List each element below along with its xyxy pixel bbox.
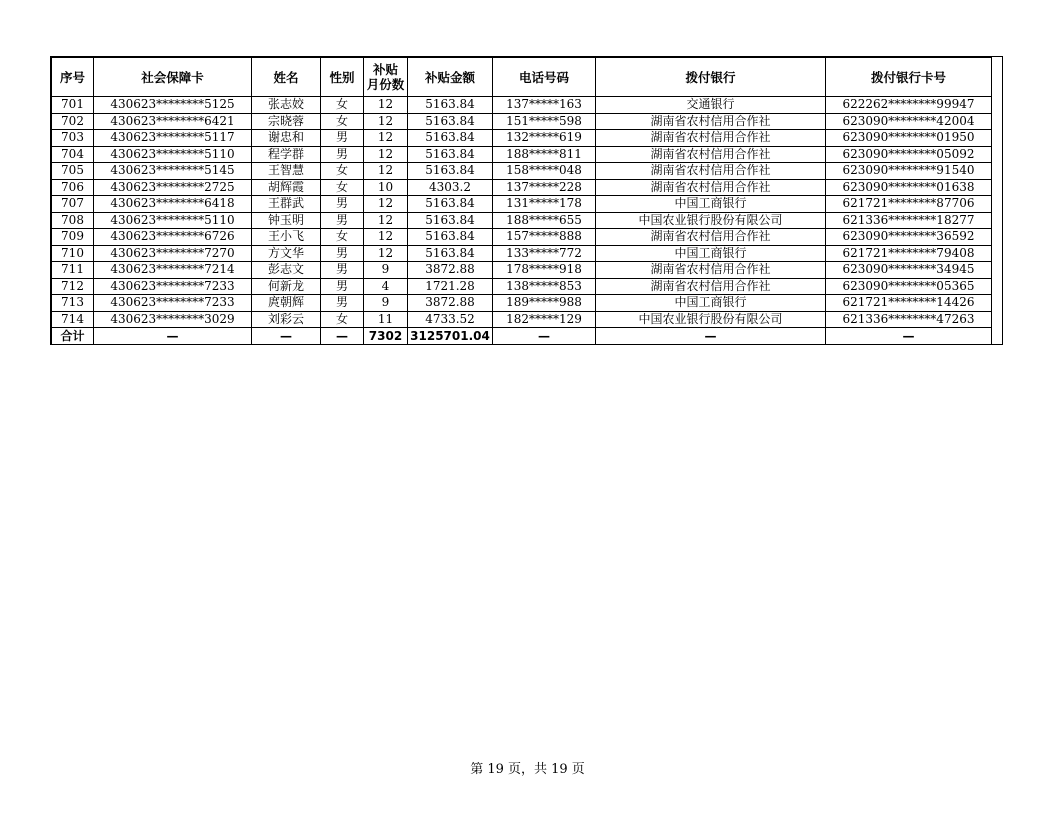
cell-amount: 5163.84: [408, 97, 493, 114]
cell-name: 王智慧: [252, 163, 321, 180]
cell-amount: 1721.28: [408, 278, 493, 295]
header-months-line2: 月份数: [366, 77, 405, 92]
header-months-line1: 补贴: [372, 62, 398, 77]
total-gender: —: [321, 328, 364, 345]
cell-seq: 704: [52, 146, 94, 163]
cell-name: 庹朝辉: [252, 295, 321, 312]
cell-bank: 湖南省农村信用合作社: [596, 262, 826, 279]
cell-name: 彭志文: [252, 262, 321, 279]
cell-bank-card: 623090********05365: [826, 278, 992, 295]
cell-seq: 701: [52, 97, 94, 114]
table-row: [52, 295, 992, 312]
cell-bank: 湖南省农村信用合作社: [596, 113, 826, 130]
cell-social-security-card: 430623********5117: [94, 130, 252, 147]
table-row: [52, 278, 992, 295]
table-row: [52, 130, 992, 147]
cell-amount: 3872.88: [408, 295, 493, 312]
cell-amount: 5163.84: [408, 146, 493, 163]
cell-amount: 5163.84: [408, 163, 493, 180]
cell-name: 何新龙: [252, 278, 321, 295]
cell-months: 10: [364, 179, 408, 196]
cell-bank: 中国工商银行: [596, 245, 826, 262]
cell-social-security-card: 430623********7233: [94, 278, 252, 295]
cell-months: 12: [364, 130, 408, 147]
cell-seq: 709: [52, 229, 94, 246]
cell-social-security-card: 430623********7270: [94, 245, 252, 262]
header-bank-card: 拨付银行卡号: [826, 58, 992, 97]
cell-months: 12: [364, 212, 408, 229]
cell-bank: 湖南省农村信用合作社: [596, 163, 826, 180]
cell-gender: 女: [321, 97, 364, 114]
total-card: —: [94, 328, 252, 345]
cell-months: 4: [364, 278, 408, 295]
cell-gender: 女: [321, 229, 364, 246]
cell-name: 程学群: [252, 146, 321, 163]
cell-name: 王小飞: [252, 229, 321, 246]
cell-phone: 189*****988: [493, 295, 596, 312]
cell-seq: 705: [52, 163, 94, 180]
total-months: 7302: [364, 328, 408, 345]
cell-months: 9: [364, 295, 408, 312]
total-phone: —: [493, 328, 596, 345]
cell-gender: 女: [321, 163, 364, 180]
cell-social-security-card: 430623********6726: [94, 229, 252, 246]
table-row: [52, 229, 992, 246]
cell-social-security-card: 430623********5145: [94, 163, 252, 180]
cell-amount: 5163.84: [408, 130, 493, 147]
cell-bank-card: 623090********42004: [826, 113, 992, 130]
cell-name: 张志姣: [252, 97, 321, 114]
cell-bank-card: 621721********14426: [826, 295, 992, 312]
cell-months: 12: [364, 245, 408, 262]
cell-amount: 5163.84: [408, 245, 493, 262]
cell-months: 12: [364, 97, 408, 114]
cell-phone: 137*****163: [493, 97, 596, 114]
cell-phone: 132*****619: [493, 130, 596, 147]
total-row: [52, 328, 992, 345]
cell-bank: 中国工商银行: [596, 295, 826, 312]
cell-name: 宗晓蓉: [252, 113, 321, 130]
cell-name: 王群武: [252, 196, 321, 213]
table-row: [52, 245, 992, 262]
header-amount: 补贴金额: [408, 58, 493, 97]
cell-bank: 湖南省农村信用合作社: [596, 130, 826, 147]
cell-gender: 男: [321, 212, 364, 229]
cell-bank-card: 623090********01638: [826, 179, 992, 196]
cell-bank: 中国农业银行股份有限公司: [596, 311, 826, 328]
cell-months: 9: [364, 262, 408, 279]
cell-seq: 712: [52, 278, 94, 295]
cell-social-security-card: 430623********6421: [94, 113, 252, 130]
cell-social-security-card: 430623********7233: [94, 295, 252, 312]
header-gender: 性别: [321, 58, 364, 97]
cell-name: 刘彩云: [252, 311, 321, 328]
cell-name: 胡辉霞: [252, 179, 321, 196]
cell-gender: 男: [321, 146, 364, 163]
cell-seq: 710: [52, 245, 94, 262]
table-row: [52, 113, 992, 130]
cell-gender: 男: [321, 295, 364, 312]
header-name: 姓名: [252, 58, 321, 97]
cell-gender: 男: [321, 262, 364, 279]
page-number: 第 19 页，共 19 页: [470, 762, 585, 777]
cell-seq: 707: [52, 196, 94, 213]
cell-amount: 4303.2: [408, 179, 493, 196]
cell-social-security-card: 430623********3029: [94, 311, 252, 328]
cell-bank-card: 621336********47263: [826, 311, 992, 328]
cell-seq: 703: [52, 130, 94, 147]
cell-bank-card: 623090********91540: [826, 163, 992, 180]
cell-bank: 中国工商银行: [596, 196, 826, 213]
cell-phone: 138*****853: [493, 278, 596, 295]
cell-months: 12: [364, 229, 408, 246]
cell-phone: 131*****178: [493, 196, 596, 213]
total-name: —: [252, 328, 321, 345]
cell-phone: 188*****811: [493, 146, 596, 163]
cell-phone: 188*****655: [493, 212, 596, 229]
cell-phone: 151*****598: [493, 113, 596, 130]
cell-amount: 5163.84: [408, 229, 493, 246]
cell-bank-card: 621336********18277: [826, 212, 992, 229]
table-row: [52, 146, 992, 163]
cell-name: 钟玉明: [252, 212, 321, 229]
cell-amount: 3872.88: [408, 262, 493, 279]
table-body: [52, 97, 992, 328]
cell-name: 谢忠和: [252, 130, 321, 147]
cell-amount: 4733.52: [408, 311, 493, 328]
cell-seq: 714: [52, 311, 94, 328]
table-row: [52, 179, 992, 196]
header-seq: 序号: [52, 58, 94, 97]
cell-bank: 湖南省农村信用合作社: [596, 229, 826, 246]
cell-gender: 男: [321, 245, 364, 262]
cell-bank-card: 621721********79408: [826, 245, 992, 262]
total-bank: —: [596, 328, 826, 345]
table-row: [52, 311, 992, 328]
cell-bank-card: 623090********01950: [826, 130, 992, 147]
cell-bank: 交通银行: [596, 97, 826, 114]
cell-seq: 708: [52, 212, 94, 229]
cell-months: 12: [364, 163, 408, 180]
cell-social-security-card: 430623********5110: [94, 146, 252, 163]
cell-social-security-card: 430623********2725: [94, 179, 252, 196]
cell-social-security-card: 430623********6418: [94, 196, 252, 213]
cell-gender: 男: [321, 278, 364, 295]
cell-gender: 男: [321, 130, 364, 147]
total-amount: 3125701.04: [408, 328, 493, 345]
page-footer: [0, 758, 1055, 777]
cell-amount: 5163.84: [408, 196, 493, 213]
cell-bank: 中国农业银行股份有限公司: [596, 212, 826, 229]
cell-seq: 706: [52, 179, 94, 196]
cell-months: 11: [364, 311, 408, 328]
cell-gender: 女: [321, 311, 364, 328]
cell-amount: 5163.84: [408, 212, 493, 229]
cell-bank: 湖南省农村信用合作社: [596, 278, 826, 295]
table-header-row: [52, 58, 992, 97]
cell-bank-card: 623090********34945: [826, 262, 992, 279]
table-row: [52, 97, 992, 114]
header-social-security-card: 社会保障卡: [94, 58, 252, 97]
cell-social-security-card: 430623********7214: [94, 262, 252, 279]
header-phone: 电话号码: [493, 58, 596, 97]
subsidy-table: [51, 57, 992, 345]
cell-months: 12: [364, 196, 408, 213]
table-row: [52, 196, 992, 213]
cell-phone: 182*****129: [493, 311, 596, 328]
cell-seq: 711: [52, 262, 94, 279]
cell-bank: 湖南省农村信用合作社: [596, 179, 826, 196]
cell-bank-card: 623090********05092: [826, 146, 992, 163]
cell-phone: 158*****048: [493, 163, 596, 180]
cell-seq: 702: [52, 113, 94, 130]
cell-seq: 713: [52, 295, 94, 312]
total-bank-card: —: [826, 328, 992, 345]
cell-bank-card: 623090********36592: [826, 229, 992, 246]
cell-phone: 133*****772: [493, 245, 596, 262]
cell-name: 方文华: [252, 245, 321, 262]
cell-social-security-card: 430623********5125: [94, 97, 252, 114]
cell-phone: 157*****888: [493, 229, 596, 246]
table-row: [52, 163, 992, 180]
cell-social-security-card: 430623********5110: [94, 212, 252, 229]
header-bank: 拨付银行: [596, 58, 826, 97]
cell-phone: 178*****918: [493, 262, 596, 279]
total-label: 合计: [52, 328, 94, 345]
cell-bank: 湖南省农村信用合作社: [596, 146, 826, 163]
cell-months: 12: [364, 113, 408, 130]
cell-months: 12: [364, 146, 408, 163]
cell-amount: 5163.84: [408, 113, 493, 130]
cell-gender: 男: [321, 196, 364, 213]
cell-gender: 女: [321, 113, 364, 130]
cell-phone: 137*****228: [493, 179, 596, 196]
cell-gender: 女: [321, 179, 364, 196]
table-row: [52, 262, 992, 279]
cell-bank-card: 621721********87706: [826, 196, 992, 213]
table-row: [52, 212, 992, 229]
header-months: [364, 58, 408, 97]
cell-bank-card: 622262********99947: [826, 97, 992, 114]
